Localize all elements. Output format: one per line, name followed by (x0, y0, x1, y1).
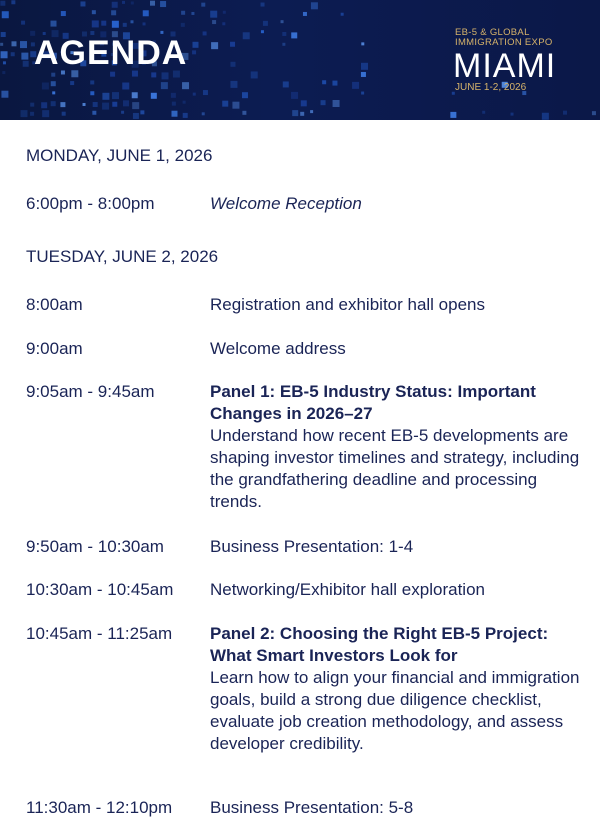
pixel-square (101, 21, 106, 26)
pixel-square (361, 42, 364, 45)
session-title: Business Presentation: 1-4 (210, 537, 414, 556)
session-time: 9:50am - 10:30am (26, 537, 164, 556)
pixel-square (230, 81, 237, 88)
pixel-square (311, 2, 318, 9)
pixel-square (62, 112, 66, 116)
pixel-square (20, 41, 27, 48)
pixel-square (352, 82, 359, 89)
pixel-square (80, 1, 85, 6)
session-description (210, 381, 580, 513)
pixel-square (140, 110, 144, 114)
pixel-square (230, 42, 235, 47)
panel-title: Panel 1: EB-5 Industry Status: Important Changes in 2026–27 (210, 382, 536, 423)
pixel-square (450, 112, 456, 118)
pixel-square (92, 111, 96, 115)
pixel-square (563, 111, 567, 115)
pixel-square (242, 92, 248, 98)
pixel-square (123, 100, 129, 106)
panel-title: Panel 2: Choosing the Right EB-5 Project: What Smart Investors Look for (210, 624, 549, 665)
pixel-square (321, 100, 326, 105)
pixel-square (42, 82, 49, 89)
pixel-square (222, 22, 225, 25)
pixel-square (202, 112, 205, 115)
pixel-square (122, 83, 129, 90)
pixel-square (23, 61, 29, 67)
pixel-square (150, 1, 155, 6)
pixel-square (592, 111, 596, 115)
pixel-square (132, 102, 139, 109)
pixel-square (90, 80, 94, 84)
pixel-square (203, 90, 208, 95)
pixel-square (251, 71, 258, 78)
pixel-square (212, 20, 216, 24)
pixel-square (183, 101, 186, 104)
pixel-square (11, 0, 15, 4)
pixel-square (263, 21, 268, 26)
pixel-square (162, 72, 169, 79)
pixel-square (30, 112, 34, 116)
pixel-square (172, 102, 176, 106)
pixel-square (70, 81, 74, 85)
pixel-square (232, 102, 239, 109)
pixel-square (1, 91, 8, 98)
session-title: Registration and exhibitor hall opens (210, 295, 486, 314)
session-time: 10:30am - 10:45am (26, 580, 174, 599)
pixel-square (192, 50, 196, 54)
pixel-square (90, 91, 94, 95)
pixel-square (361, 92, 364, 95)
pixel-square (181, 11, 185, 15)
pixel-square (51, 81, 56, 86)
pixel-square (322, 80, 326, 84)
session-title: Business Presentation: 5-8 (210, 798, 414, 817)
page-title: AGENDA (34, 34, 188, 72)
session-description (210, 536, 580, 558)
pixel-square (261, 30, 264, 33)
pixel-square (30, 103, 34, 107)
pixel-square (303, 12, 307, 16)
pixel-square (51, 73, 55, 77)
pixel-square (361, 63, 368, 70)
pixel-square (102, 93, 109, 100)
pixel-square (193, 93, 196, 96)
pixel-square (261, 3, 265, 7)
pixel-square (143, 10, 149, 16)
pixel-square (122, 1, 125, 4)
pixel-square (191, 12, 194, 15)
pixel-square (222, 101, 228, 107)
session-title: Welcome address (210, 339, 346, 358)
pixel-square (192, 42, 198, 48)
session-description (210, 193, 580, 215)
pixel-square (300, 112, 304, 116)
pixel-square (143, 22, 146, 25)
pixel-square (211, 42, 218, 49)
session-description (210, 294, 580, 316)
pixel-square (0, 43, 3, 46)
pixel-square (123, 23, 127, 27)
session-description (210, 579, 580, 601)
pixel-square (243, 32, 250, 39)
pixel-square (181, 23, 185, 27)
session-time: 11:30am - 12:10pm (26, 798, 173, 817)
pixel-square (230, 62, 235, 67)
pixel-square (161, 82, 168, 89)
pixel-square (283, 81, 289, 87)
session-description (210, 338, 580, 360)
pixel-square (92, 10, 96, 14)
pixel-square (61, 11, 66, 16)
pixel-square (51, 21, 57, 27)
session-description (210, 623, 580, 755)
pixel-square (183, 113, 188, 118)
session-time: 6:00pm - 8:00pm (26, 194, 155, 213)
pixel-square (131, 1, 134, 4)
pixel-square (282, 32, 286, 36)
pixel-square (151, 72, 156, 77)
pixel-square (281, 20, 284, 23)
day-heading-monday: MONDAY, JUNE 1, 2026 (26, 146, 213, 165)
pixel-square (21, 21, 25, 25)
session-time: 9:00am (26, 339, 83, 358)
pixel-square (121, 111, 124, 114)
pixel-square (0, 1, 5, 6)
pixel-square (201, 3, 205, 7)
pixel-square (112, 102, 117, 107)
pixel-square (332, 81, 337, 86)
logo-city: MIAMI (453, 47, 557, 85)
pixel-square (1, 51, 8, 58)
panel-body: Understand how recent EB-5 developments are shaping investor timelines and strategy, including the grandfathering deadline and processing trends. (210, 426, 580, 511)
session-time: 8:00am (26, 295, 83, 314)
pixel-square (291, 32, 297, 38)
pixel-square (223, 11, 226, 14)
pixel-square (301, 100, 307, 106)
day-heading-tuesday: TUESDAY, JUNE 2, 2026 (26, 247, 219, 266)
pixel-square (60, 102, 65, 107)
pixel-square (51, 101, 56, 106)
panel-body: Learn how to align your financial and immigration goals, build a strong due diligence checklist, evaluate job creation methodology, and assess developer credibility. (210, 668, 580, 753)
pixel-square (361, 72, 366, 77)
pixel-square (203, 31, 207, 35)
pixel-square (102, 103, 109, 110)
pixel-square (21, 53, 28, 60)
pixel-square (511, 113, 514, 116)
pixel-square (542, 113, 549, 120)
pixel-square (341, 13, 344, 16)
pixel-square (482, 111, 485, 114)
pixel-square (52, 91, 55, 94)
pixel-square (132, 92, 138, 98)
session-time: 9:05am - 9:45am (26, 382, 155, 401)
pixel-square (112, 92, 119, 99)
pixel-square (130, 20, 133, 23)
pixel-square (42, 110, 49, 117)
pixel-square (333, 100, 340, 107)
pixel-square (11, 41, 16, 46)
pixel-square (112, 2, 118, 8)
session-title: Networking/Exhibitor hall exploration (210, 580, 485, 599)
pixel-square (1, 32, 6, 37)
pixel-square (133, 113, 139, 119)
pixel-square (160, 1, 166, 7)
session-title: Welcome Reception (210, 194, 362, 213)
pixel-square (11, 52, 15, 56)
logo-dates: JUNE 1-2, 2026 (455, 82, 527, 93)
pixel-square (92, 20, 99, 27)
pixel-square (210, 11, 217, 18)
pixel-square (171, 111, 177, 117)
pixel-square (292, 110, 298, 116)
expo-logo (455, 28, 585, 93)
pixel-square (83, 103, 86, 106)
logo-line-1: EB-5 & GLOBAL (455, 27, 530, 38)
pixel-square (182, 82, 189, 89)
session-description (210, 797, 580, 819)
pixel-square (41, 102, 47, 108)
logo-line-2: IMMIGRATION EXPO (455, 37, 553, 48)
pixel-square (310, 110, 313, 113)
header-banner (0, 0, 600, 120)
pixel-square (171, 93, 176, 98)
pixel-square (151, 93, 157, 99)
pixel-square (21, 110, 28, 117)
pixel-square (3, 61, 6, 64)
pixel-square (2, 71, 5, 74)
pixel-square (2, 11, 9, 18)
pixel-square (282, 43, 285, 46)
pixel-square (112, 21, 119, 28)
pixel-square (93, 102, 98, 107)
session-time: 10:45am - 11:25am (26, 624, 173, 643)
pixel-square (242, 111, 246, 115)
pixel-square (291, 92, 298, 99)
pixel-square (111, 10, 116, 15)
